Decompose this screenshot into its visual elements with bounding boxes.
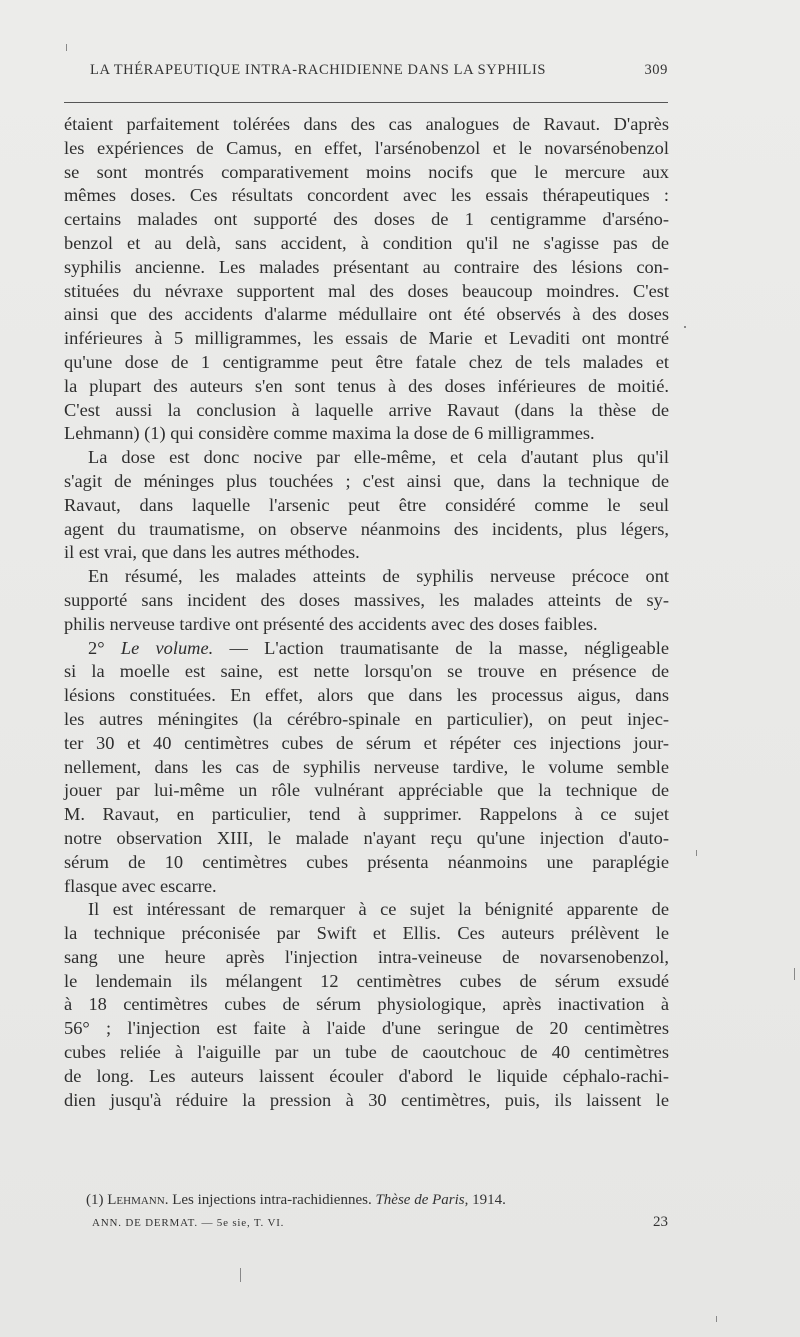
text-line: la technique préconisée par Swift et Ellis. Ces auteurs prélèvent le <box>64 923 669 944</box>
text-line: dien jusqu'à réduire la pression à 30 centimètres, puis, ils laissent le <box>64 1089 669 1110</box>
text-line: le lendemain ils mélangent 12 centimètres cubes de sérum exsudé <box>64 970 669 991</box>
page-number: 309 <box>644 62 668 78</box>
text-line: Il est intéressant de remarquer à ce sujet la bénignité apparente de <box>88 899 669 920</box>
footnote-marker: (1) <box>86 1192 108 1208</box>
text-line: C'est aussi la conclusion à laquelle arrive Ravaut (dans la thèse de <box>64 399 669 420</box>
footnote-title: Thèse de Paris <box>375 1192 465 1208</box>
text-line: ainsi que des accidents d'alarme médullaire ont été observés à des doses <box>64 304 669 325</box>
text-line: sérum de 10 centimètres cubes présenta néanmoins une paraplégie <box>64 851 669 872</box>
signature-text: ANN. DE DERMAT. — 5e sie, T. VI. <box>92 1217 285 1229</box>
text-line: 56° ; l'injection est faite à l'aide d'une seringue de 20 centimètres <box>64 1018 669 1039</box>
running-header <box>90 62 668 86</box>
footnote-author: Lehmann <box>107 1192 165 1208</box>
text-line: flasque avec escarre. <box>64 875 217 896</box>
text-line: étaient parfaitement tolérées dans des cas analogues de Ravaut. D'après <box>64 114 669 134</box>
text-line: cubes reliée à l'aiguille par un tube de caoutchouc de 40 centimètres <box>64 1042 669 1063</box>
section-number: 2° <box>88 637 105 658</box>
text-line: il est vrai, que dans les autres méthodes. <box>64 542 360 563</box>
scan-speck <box>696 850 697 856</box>
text-line: — L'action traumatisante de la masse, négligeable <box>213 637 669 658</box>
text-line: ter 30 et 40 centimètres cubes de sérum et répéter ces injections jour- <box>64 732 669 753</box>
scan-speck <box>240 1268 241 1282</box>
text-line: à 18 centimètres cubes de sérum physiologique, après inactivation à <box>64 994 669 1015</box>
text-line: la plupart des auteurs s'en sont tenus à des doses inférieures de moitié. <box>64 375 669 396</box>
text-line: stituées du névraxe supportent mal des doses beaucoup moindres. C'est <box>64 280 669 301</box>
footnote-text: . Les injections intra-rachidiennes. <box>164 1192 376 1208</box>
signature-number: 23 <box>653 1214 668 1230</box>
scan-speck <box>794 968 795 980</box>
footnote <box>86 1192 666 1209</box>
text-line: mêmes doses. Ces résultats concordent avec les essais thérapeutiques : <box>64 185 669 206</box>
text-line: supporté sans incident des doses massives, les malades atteints de sy- <box>64 589 669 610</box>
main-text <box>64 113 669 1112</box>
scan-speck <box>684 326 686 328</box>
text-line: sang une heure après l'injection intra-veineuse de novarsenobenzol, <box>64 946 669 967</box>
section-title: Le volume. <box>120 637 214 658</box>
text-line: s'agit de méninges plus touchées ; c'est ainsi que, dans la technique de <box>64 470 669 491</box>
scan-speck <box>66 44 67 51</box>
text-line: les expériences de Camus, en effet, l'arsénobenzol et le novarsénobenzol <box>64 137 669 158</box>
text-line: Lehmann) (1) qui considère comme maxima la dose de 6 milligrammes. <box>64 423 595 444</box>
text-line: les autres méningites (la cérébro-spinale en particulier), on peut injec- <box>64 708 669 729</box>
scan-speck <box>716 1316 717 1322</box>
text-line: notre observation XIII, le malade n'ayant reçu qu'une injection d'auto- <box>64 827 669 848</box>
header-rule <box>64 102 668 103</box>
text-line: certains malades ont supporté des doses de 1 centigramme d'arséno- <box>64 209 669 230</box>
section-heading-line <box>64 637 669 661</box>
text-line: inférieures à 5 milligrammes, les essais de Marie et Levaditi ont montré <box>64 328 669 349</box>
footnote-year: , 1914. <box>464 1192 506 1208</box>
running-title: LA THÉRAPEUTIQUE INTRA-RACHIDIENNE DANS LA SYPHILIS <box>90 62 547 78</box>
text-line: se sont montrés comparativement moins nocifs que le mercure aux <box>64 161 669 182</box>
text-line: Ravaut, dans laquelle l'arsenic peut être considéré comme le seul <box>64 494 669 515</box>
text-line: syphilis ancienne. Les malades présentant au contraire des lésions con- <box>64 256 669 277</box>
text-line: si la moelle est saine, est nette lorsqu'on se trouve en présence de <box>64 661 669 682</box>
text-line: benzol et au delà, sans accident, à condition qu'il ne s'agisse pas de <box>64 232 669 253</box>
text-line: M. Ravaut, en particulier, tend à supprimer. Rappelons à ce sujet <box>64 804 669 825</box>
text-line: nellement, dans les cas de syphilis nerveuse tardive, le volume semble <box>64 756 669 777</box>
text-line: En résumé, les malades atteints de syphilis nerveuse précoce ont <box>88 566 669 587</box>
text-line: qu'une dose de 1 centigramme peut être fatale chez de tels malades et <box>64 351 669 372</box>
text-line: jouer par lui-même un rôle vulnérant appréciable que la technique de <box>64 780 669 801</box>
text-line: de long. Les auteurs laissent écouler d'abord le liquide céphalo-rachi- <box>64 1065 669 1086</box>
text-line: lésions constituées. En effet, alors que dans les processus aigus, dans <box>64 685 669 706</box>
text-line: La dose est donc nocive par elle-même, et cela d'autant plus qu'il <box>88 447 669 468</box>
text-line: agent du traumatisme, on observe néanmoins des incidents, plus légers, <box>64 518 669 539</box>
text-line: philis nerveuse tardive ont présenté des accidents avec des doses faibles. <box>64 613 598 634</box>
